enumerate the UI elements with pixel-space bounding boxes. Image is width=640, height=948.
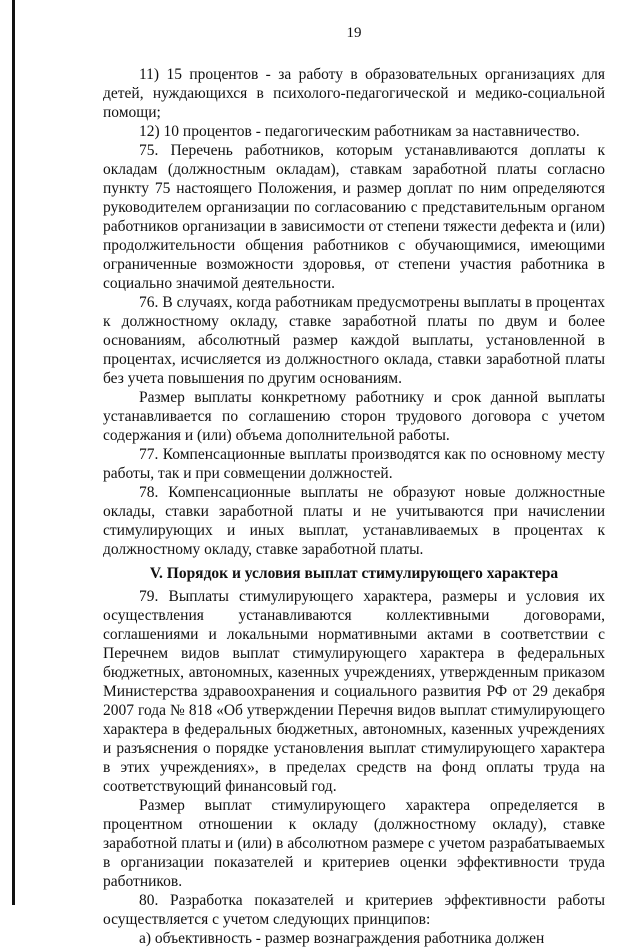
paragraph-78: 78. Компенсационные выплаты не образуют новые должностные оклады, ставки заработной платы и не учитываются при начислении стимулирующих и иных выплат, устанавливаемых в процентах к должностному окладу, ставке заработной платы. xyxy=(103,484,605,558)
paragraph-item-12: 12) 10 процентов - педагогическим работникам за наставничество. xyxy=(139,123,580,140)
page-number: 19 xyxy=(346,25,362,41)
scan-edge-line xyxy=(12,0,15,905)
paragraph-item-11: 11) 15 процентов - за работу в образовательных организациях для детей, нуждающихся в психолого-педагогической и медико-социальной помощи; xyxy=(103,66,605,121)
paragraph-80: 80. Разработка показателей и критериев эффективности работы осуществляется с учетом следующих принципов: xyxy=(103,892,605,928)
paragraph-77: 77. Компенсационные выплаты производятся как по основному месту работы, так и при совмещении должностей. xyxy=(103,446,605,482)
paragraph-76-continued: Размер выплаты конкретному работнику и срок данной выплаты устанавливается по соглашению сторон трудового договора с учетом содержания и (или) объема дополнительной работы. xyxy=(103,389,605,444)
document-page xyxy=(103,24,605,948)
section-heading: V. Порядок и условия выплат стимулирующего характера xyxy=(149,565,559,582)
paragraph-79-continued: Размер выплат стимулирующего характера определяется в процентном отношении к окладу (должностному окладу), ставке заработной платы и (или) в абсолютном размере с учетом разрабатываемых в организации показателей и критериев оценки эффективности труда работников. xyxy=(103,797,605,890)
paragraph-76: 76. В случаях, когда работникам предусмотрены выплаты в процентах к должностному окладу, ставке заработной платы по двум и более основаниям, абсолютный размер каждой выплаты, установленной в процентах, исчисляется из должностного оклада, ставки заработной платы без учета повышения по другим основаниям. xyxy=(103,294,605,387)
paragraph-75: 75. Перечень работников, которым устанавливаются доплаты к окладам (должностным окладам), ставкам заработной платы согласно пункту 75 настоящего Положения, и размер доплат по ним определяются руководителем организации по согласованию с представительным органом работников организации в зависимости от степени тяжести дефекта и (или) продолжительности общения работников с обучающимися, имеющими ограниченные возможности здоровья, от степени участия работника в социально значимой деятельности. xyxy=(103,142,605,292)
paragraph-79: 79. Выплаты стимулирующего характера, размеры и условия их осуществления устанавливаются коллективными договорами, соглашениями и локальными нормативными актами в соответствии с Перечнем видов выплат стимулирующего характера в федеральных бюджетных, автономных, казенных учреждениях, утвержденным приказом Министерства здравоохранения и социального развития РФ от 29 декабря 2007 года № 818 «Об утверждении Перечня видов выплат стимулирующего характера в федеральных бюджетных, автономных, казенных учреждениях и разъяснения о порядке установления выплат стимулирующего характера в этих учреждениях», в пределах средств на фонд оплаты труда на соответствующий финансовый год. xyxy=(103,588,605,795)
paragraph-80-a: а) объективность - размер вознаграждения работника должен xyxy=(139,930,545,947)
